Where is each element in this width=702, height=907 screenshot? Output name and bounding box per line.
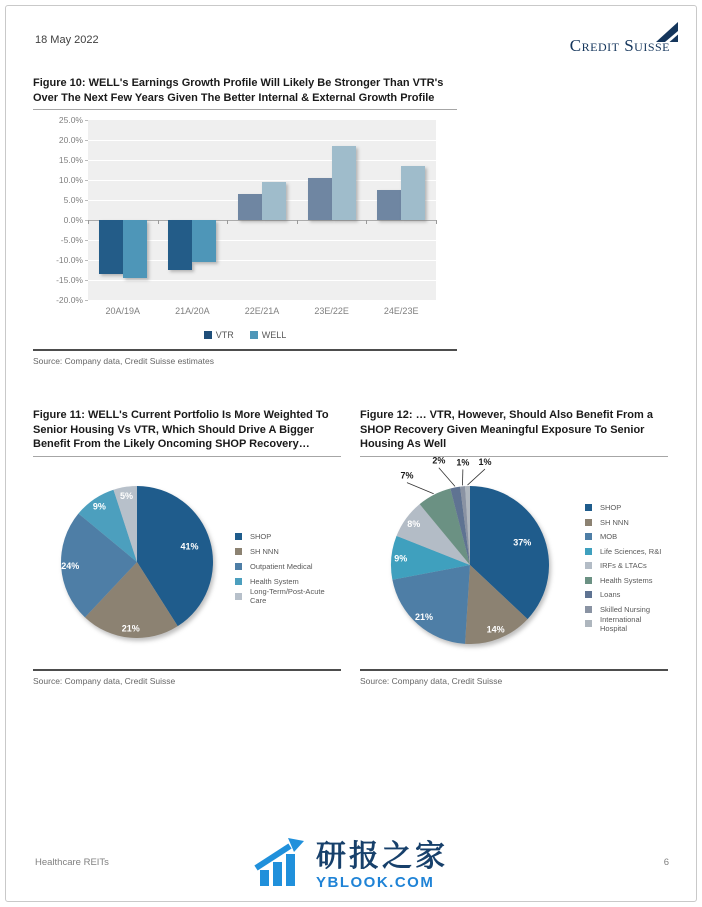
y-axis-tick-label: -5.0% (60, 235, 83, 245)
bar-well-22E/21A (262, 182, 286, 220)
bar-vtr-22E/21A (238, 194, 262, 220)
pie-inside-label: 21% (121, 623, 140, 634)
legend-item-well (250, 330, 287, 340)
y-axis-tick (85, 220, 88, 221)
legend-swatch-icon (585, 606, 592, 613)
x-axis-category-label: 20A/19A (105, 306, 141, 316)
pie-outside-label: 1% (478, 456, 492, 467)
figure-10-bar-chart (33, 114, 457, 320)
figures-row (33, 408, 668, 686)
legend-swatch-icon (585, 504, 592, 511)
x-axis-tick (366, 220, 367, 224)
y-axis-tick-label: 0.0% (63, 215, 83, 225)
y-axis-tick (85, 180, 88, 181)
legend-swatch-icon (250, 331, 258, 339)
watermark-text (316, 839, 448, 891)
pie-outside-label: 1% (456, 456, 470, 467)
x-axis-category-label: 23E/22E (314, 306, 349, 316)
pie-inside-label: 5% (120, 490, 134, 501)
page-number: 6 (663, 857, 669, 868)
y-axis-tick-label: -20.0% (56, 295, 83, 305)
y-axis-tick-label: 5.0% (63, 195, 83, 205)
legend-swatch-icon (585, 519, 592, 526)
x-axis-tick (297, 220, 298, 224)
figure-11-source: Source: Company data, Credit Suisse (33, 675, 176, 686)
legend-label: VTR (215, 330, 234, 340)
bar-well-24E/23E (401, 166, 425, 220)
y-axis-tick (85, 280, 88, 281)
pie-outside-label: 2% (432, 456, 446, 466)
legend-item-loans (585, 588, 668, 603)
pie-inside-label: 37% (513, 536, 532, 547)
legend-swatch-icon (585, 620, 592, 627)
footer-section-label: Healthcare REITs (35, 857, 109, 868)
legend-swatch-icon (585, 548, 592, 555)
legend-label: Health System (250, 576, 299, 586)
pie-label-leader-line (439, 467, 455, 486)
legend-label: International Hospital (600, 614, 642, 633)
figure-12-title: Figure 12: … VTR, However, Should Also Benefit From a SHOP Recovery Given Meaningful Exposure To Senior Housing As Well (360, 408, 668, 457)
pie-legend (235, 529, 341, 604)
legend-item-sh-nnn (235, 544, 341, 559)
figure-12-pie-chart (360, 457, 668, 669)
pie-inside-label: 21% (415, 611, 434, 622)
legend-item-outpatient-medical (235, 559, 341, 574)
legend-item-shop (235, 529, 341, 544)
gridline (88, 160, 436, 161)
pie-label-leader-line (407, 482, 434, 493)
figure-11-pie-chart (33, 457, 341, 669)
legend-label: MOB (600, 532, 618, 542)
x-axis-category-label: 24E/23E (383, 306, 419, 316)
legend-swatch-icon (585, 562, 592, 569)
legend-item-international-hospital (585, 614, 668, 633)
bar-vtr-20A/19A (99, 220, 123, 274)
pie-inside-label: 9% (394, 552, 408, 563)
legend-label: SH NNN (250, 546, 279, 556)
figure-10 (33, 76, 457, 366)
report-date: 18 May 2022 (35, 34, 99, 46)
pie-legend (585, 501, 668, 632)
y-axis-tick-label: 15.0% (58, 155, 83, 165)
y-axis-tick (85, 200, 88, 201)
legend-swatch-icon (235, 563, 242, 570)
pie-inside-label: 9% (92, 501, 106, 512)
legend-label: Skilled Nursing (600, 604, 651, 614)
x-axis-tick (436, 220, 437, 224)
bar-vtr-21A/20A (168, 220, 192, 270)
legend-swatch-icon (235, 593, 242, 600)
legend-item-life-sciences-r-i (585, 544, 668, 559)
legend-swatch-icon (204, 331, 212, 339)
legend-item-sh-nnn (585, 515, 668, 530)
legend-label: IRFs & LTACs (600, 561, 647, 571)
figure-12-bottom-rule (360, 669, 668, 671)
pie-inside-label: 14% (486, 624, 505, 635)
legend-swatch-icon (585, 591, 592, 598)
legend-item-long-term-post-acute-care (235, 589, 341, 604)
gridline (88, 280, 436, 281)
pie-outside-label: 7% (400, 470, 414, 481)
legend-item-mob (585, 530, 668, 545)
x-axis-tick (227, 220, 228, 224)
bar-vtr-24E/23E (377, 190, 401, 220)
figure-12-source: Source: Company data, Credit Suisse (360, 675, 503, 686)
x-axis-category-label: 22E/21A (244, 306, 280, 316)
figure-10-bottom-rule (33, 349, 457, 351)
bar-vtr-23E/22E (308, 178, 332, 220)
legend-label: SHOP (600, 503, 622, 513)
bar-well-23E/22E (332, 146, 356, 220)
legend-swatch-icon (235, 578, 242, 585)
y-axis-tick (85, 260, 88, 261)
legend-item-shop (585, 501, 668, 516)
watermark (254, 838, 448, 893)
x-axis-tick (88, 220, 89, 224)
bar-plot (88, 120, 436, 300)
x-axis-tick (158, 220, 159, 224)
figure-12 (360, 408, 668, 686)
y-axis-tick (85, 300, 88, 301)
figure-11-bottom-rule (33, 669, 341, 671)
y-axis-tick-label: -10.0% (56, 255, 83, 265)
legend-label: WELL (261, 330, 287, 340)
bar-well-21A/20A (192, 220, 216, 262)
pie-label-leader-line (467, 469, 484, 485)
legend-swatch-icon (235, 533, 242, 540)
legend-item-health-systems (585, 573, 668, 588)
pie-inside-label: 41% (180, 541, 199, 552)
credit-suisse-wordmark: Credit Suisse (569, 36, 670, 55)
y-axis-tick (85, 160, 88, 161)
x-axis-category-label: 21A/20A (175, 306, 210, 316)
watermark-site: YBLOOK.COM (316, 873, 435, 891)
gridline (88, 140, 436, 141)
figure-10-source: Source: Company data, Credit Suisse estimates (33, 356, 214, 366)
y-axis-tick-label: -15.0% (56, 275, 83, 285)
pie-inside-label: 8% (407, 518, 421, 529)
gridline (88, 180, 436, 181)
y-axis-tick (85, 140, 88, 141)
credit-suisse-logo (546, 20, 678, 62)
legend-label: Outpatient Medical (250, 561, 313, 571)
legend-item-vtr (204, 330, 234, 340)
legend-item-irfs-ltacs (585, 559, 668, 574)
pie-inside-label: 24% (61, 560, 80, 571)
y-axis-tick (85, 240, 88, 241)
watermark-chart-icon (254, 838, 308, 893)
legend-label: Long-Term/Post-Acute Care (250, 587, 325, 605)
watermark-title: 研报之家 (316, 839, 448, 873)
legend-label: Loans (600, 590, 621, 600)
y-axis-tick-label: 25.0% (58, 115, 83, 125)
legend-swatch-icon (585, 533, 592, 540)
legend-label: Life Sciences, R&I (600, 546, 662, 556)
y-axis-tick-label: 20.0% (58, 135, 83, 145)
bar-well-20A/19A (123, 220, 147, 278)
y-axis-tick-label: 10.0% (58, 175, 83, 185)
figure-10-title: Figure 10: WELL's Earnings Growth Profile Will Likely Be Stronger Than VTR's Over The Next Few Years Given The Better Internal & External Growth Profile (33, 76, 457, 110)
legend-swatch-icon (235, 548, 242, 555)
legend-label: Health Systems (600, 575, 653, 585)
figure-10-legend (33, 330, 457, 340)
figure-11-title: Figure 11: WELL's Current Portfolio Is More Weighted To Senior Housing Vs VTR, Which Should Drive A Bigger Benefit From the Likely Oncoming SHOP Recovery… (33, 408, 341, 457)
y-axis-tick (85, 120, 88, 121)
legend-swatch-icon (585, 577, 592, 584)
figure-11 (33, 408, 341, 686)
legend-label: SH NNN (600, 517, 629, 527)
legend-label: SHOP (250, 531, 272, 541)
